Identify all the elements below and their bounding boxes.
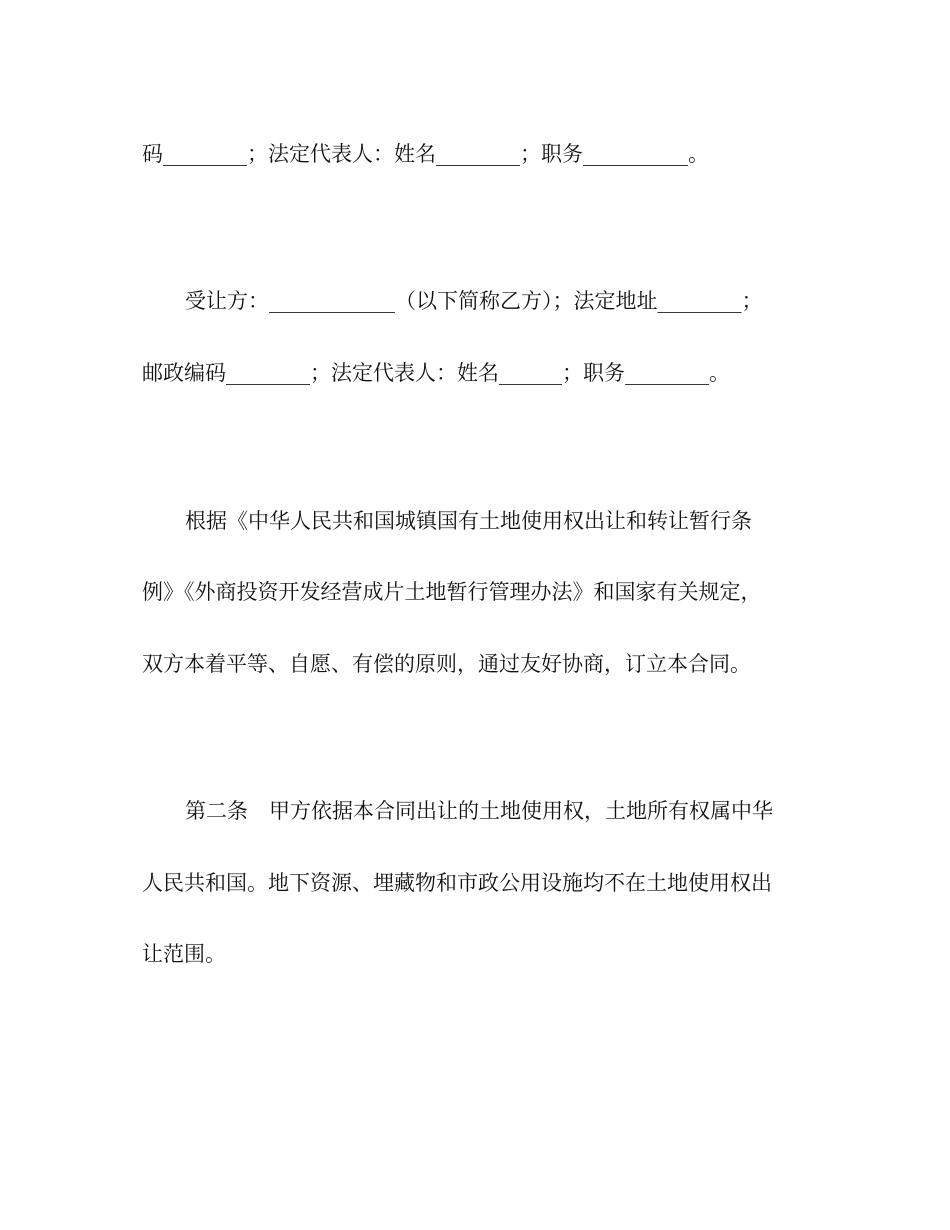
preamble-line-1: 根据《中华人民共和国城镇国有土地使用权出让和转让暂行条: [185, 509, 752, 533]
preamble-line-3: 双方本着平等、自愿、有偿的原则，通过友好协商，订立本合同。: [142, 652, 751, 676]
party-b-line-1: 受让方：____________（以下简称乙方）；法定地址________；: [185, 289, 763, 313]
party-a-contact-line: 码________；法定代表人：姓名________；职务__________。: [142, 142, 709, 166]
article-2-line-1: 第二条 甲方依据本合同出让的土地使用权，土地所有权属中华: [185, 799, 773, 823]
preamble-line-2: 例》《外商投资开发经营成片土地暂行管理办法》和国家有关规定，: [142, 580, 762, 604]
article-2-line-3: 让范围。: [142, 942, 226, 966]
party-b-line-2: 邮政编码________；法定代表人：姓名______；职务________。: [142, 361, 730, 385]
article-2-line-2: 人民共和国。地下资源、埋藏物和市政公用设施均不在土地使用权出: [142, 871, 772, 895]
